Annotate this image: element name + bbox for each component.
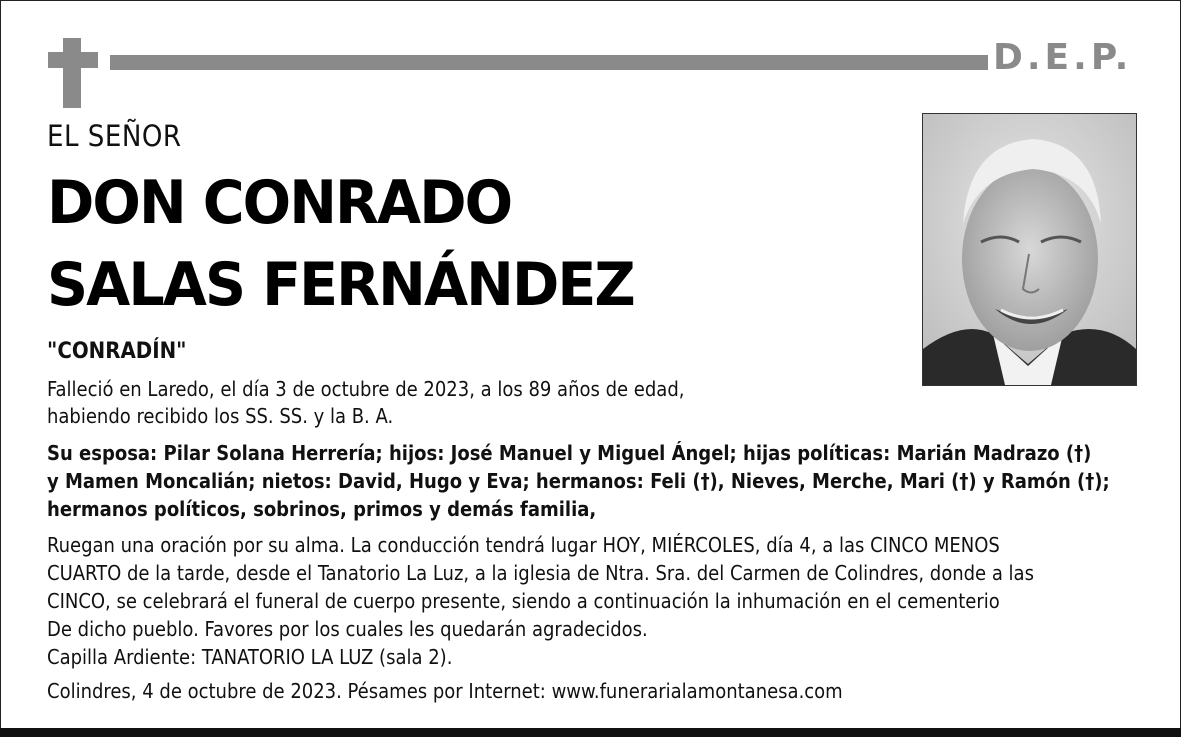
family-line1: Su esposa: Pilar Solana Herrería; hijos: José Manuel y Miguel Ángel; hijas políticas: Marián Madrazo (†) <box>47 441 1092 465</box>
footer-note: Colindres, 4 de octubre de 2023. Pésames por Internet: www.funerarialamontanesa.com <box>47 679 843 703</box>
portrait-photo <box>922 113 1137 386</box>
deceased-name-line2: SALAS FERNÁNDEZ <box>47 250 634 320</box>
ceremony-line5: Capilla Ardiente: TANATORIO LA LUZ (sala 2). <box>47 645 453 669</box>
ceremony-line1: Ruegan una oración por su alma. La conducción tendrá lugar HOY, MIÉRCOLES, día 4, a las CINCO MENOS <box>47 533 1000 557</box>
portrait-illustration <box>923 114 1136 385</box>
death-info-line2: habiendo recibido los SS. SS. y la B. A. <box>47 404 394 428</box>
cross-icon-bar <box>48 52 98 68</box>
nickname: "CONRADÍN" <box>47 339 187 364</box>
header-rule <box>110 55 988 70</box>
dep-label: D.E.P. <box>993 37 1133 78</box>
family-line3: hermanos políticos, sobrinos, primos y demás familia, <box>47 497 597 521</box>
intro-title: EL SEÑOR <box>47 119 182 153</box>
ceremony-line2: CUARTO de la tarde, desde el Tanatorio La Luz, a la iglesia de Ntra. Sra. del Carmen de Colindres, donde a las <box>47 561 1034 585</box>
family-line2: y Mamen Moncalián; nietos: David, Hugo y Eva; hermanos: Feli (†), Nieves, Merche, Mari (†) y Ramón (†); <box>47 469 1110 493</box>
cross-icon <box>63 38 81 108</box>
bottom-border <box>0 728 1181 737</box>
ceremony-line4: De dicho pueblo. Favores por los cuales les quedarán agradecidos. <box>47 617 648 641</box>
ceremony-line3: CINCO, se celebrará el funeral de cuerpo presente, siendo a continuación la inhumación en el cementerio <box>47 589 1000 613</box>
death-info-line1: Falleció en Laredo, el día 3 de octubre de 2023, a los 89 años de edad, <box>47 377 685 401</box>
deceased-name-line1: DON CONRADO <box>47 168 512 238</box>
